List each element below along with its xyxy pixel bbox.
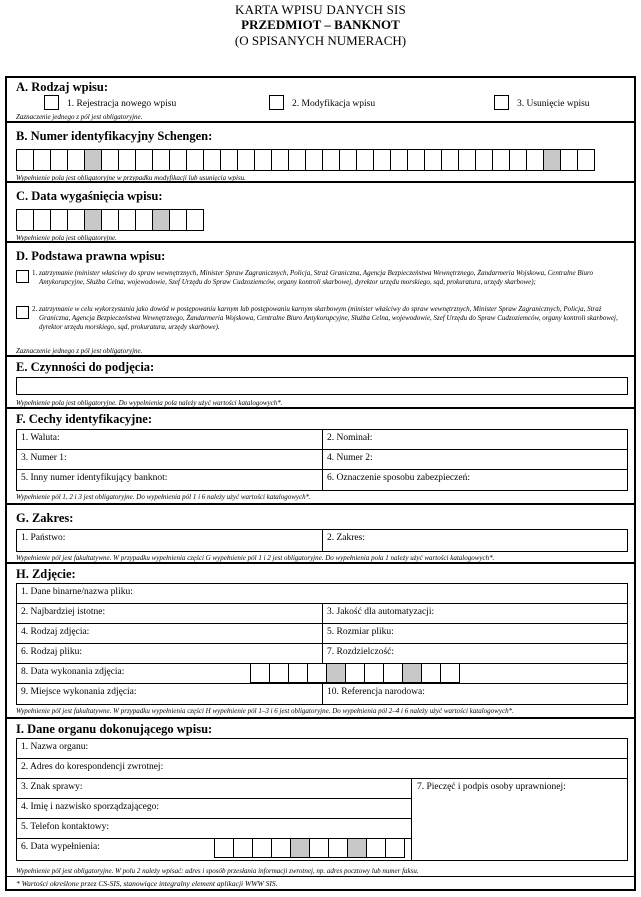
checkbox-delete-entry[interactable] [494,95,509,110]
expiry-date-grid[interactable] [16,209,203,231]
digit-cell[interactable] [254,149,272,171]
section-g-note: Wypełnienie pól jest fakultatywne. W przypadku wypełnienia części G wypełnienie pól 1 i 2 jest obligatoryjne. Do wypełnienia pola 1 należy użyć wartości katalogowych*. [16,554,495,562]
issuer-lower-block [17,779,627,860]
digit-cell[interactable] [84,209,102,231]
digit-cell[interactable] [186,149,204,171]
issuer-table [16,738,628,861]
other-id-number-field[interactable]: 5. Inny numer identyfikujący banknot: [21,473,168,483]
checkbox-legal-basis-1[interactable] [16,270,29,283]
section-g [7,505,634,564]
automation-quality-field[interactable]: 3. Jakość dla automatyzacji: [322,604,627,623]
section-b-note: Wypełnienie pola jest obligatoryjne w przypadku modyfikacji lub usunięcia wpisu. [16,174,246,182]
resolution-field[interactable]: 7. Rozdzielczość: [322,644,627,663]
photo-date-label: 8. Data wykonania zdjęcia: [21,667,125,677]
actions-field[interactable] [16,377,628,395]
digit-cell[interactable] [84,149,102,171]
table-row [17,644,627,664]
digit-cell[interactable] [407,149,425,171]
section-i [7,719,634,889]
digit-cell[interactable] [186,209,204,231]
digit-cell[interactable] [118,209,136,231]
digit-cell[interactable] [33,149,51,171]
digit-cell[interactable] [356,149,374,171]
checkbox-new-entry[interactable] [44,95,59,110]
digit-cell[interactable] [475,149,493,171]
digit-cell[interactable] [67,209,85,231]
digit-cell[interactable] [307,663,327,683]
table-row [17,530,627,551]
table-row [17,604,627,624]
binary-data-field[interactable]: 1. Dane binarne/nazwa pliku: [21,587,133,597]
digit-cell[interactable] [50,149,68,171]
digit-cell[interactable] [492,149,510,171]
legal-basis-2-text: zatrzymanie w celu wykorzystania jako dowód w postępowaniu karnym lub postępowaniu karnym skarbowym (minister właściwy do spraw wewnętrznych, Minister Spraw Zagranicznych, Policja, Straż Graniczna, Agencja Bezpieczeństwa Wewnętrznego, Żandarmeria Wojskowa, Centralne Biuro Antykorupcyjne, Służba Celna, wojewodowie, Szef Urzędu do Spraw Cudzoziemców, organy kontroli skarbowej, dyrektor urzędu morskiego, sąd, prokuratura, urzędy skarbowe). [39,305,618,331]
digit-cell[interactable] [288,149,306,171]
number1-field[interactable]: 3. Numer 1: [21,453,67,463]
return-address-field[interactable]: 2. Adres do korespondencji zwrotnej: [21,762,164,772]
digit-cell[interactable] [366,838,386,858]
digit-cell[interactable] [385,838,405,858]
contact-phone-field[interactable]: 5. Telefon kontaktowy: [21,822,110,832]
digit-cell[interactable] [326,663,346,683]
table-row [17,624,627,644]
digit-cell[interactable] [288,663,308,683]
digit-cell[interactable] [16,209,34,231]
legal-basis-1-number: 1. [32,269,38,277]
section-f [7,409,634,505]
digit-cell[interactable] [33,209,51,231]
digit-cell[interactable] [309,838,329,858]
photo-date-grid[interactable] [250,663,459,683]
section-a-title: A. Rodzaj wpisu: [16,80,109,94]
section-h-note: Wypełnienie pól jest fakultatywne. W przypadku wypełnienia części H wypełnienie pól 1–3 i 6 jest obligatoryjne. Do wypełnienia pól 2–4 i 6 należy użyć wartości katalogowych*. [16,707,514,715]
digit-cell[interactable] [250,663,270,683]
section-b-title: B. Numer identyfikacyjny Schengen: [16,129,213,143]
section-h-title: H. Zdjęcie: [16,567,76,581]
most-relevant-field[interactable]: 2. Najbardziej istotne: [21,607,106,617]
section-d-note: Zaznaczenie jednego z pól jest obligatoryjne. [16,347,143,355]
digit-cell[interactable] [169,209,187,231]
table-row [17,470,627,490]
digit-cell[interactable] [328,838,348,858]
digit-cell[interactable] [169,149,187,171]
legal-basis-1-text: zatrzymanie (minister właściwy do spraw wewnętrznych, Minister Spraw Zagranicznych, Policja, Straż Graniczna, Agencja Bezpieczeństwa Wewnętrznego, Żandarmeria Wojskowa, Centralne Biuro Antykorupcyjne, Służba Celna, wojewodowie, Szef Urzędu do Spraw Cudzoziemców, organy kontroli skarbowej, dyrektor urzędu morskiego, sąd, prokuratura, urzędy skarbowe); [39,269,594,286]
scope-field[interactable]: 2. Zakres: [322,530,627,551]
digit-cell[interactable] [135,149,153,171]
form-body [5,76,636,891]
digit-cell[interactable] [101,209,119,231]
checkbox-legal-basis-2[interactable] [16,306,29,319]
section-c-note: Wypełnienie pola jest obligatoryjne. [16,234,117,242]
footnote: * Wartości określone przez CS-SIS, stanowiące integralny element aplikacji WWW SIS. [16,879,278,888]
fill-date-field[interactable] [17,839,411,860]
digit-cell[interactable] [252,838,272,858]
form-header-line2: PRZEDMIOT – BANKNOT [241,17,400,32]
section-h [7,564,634,719]
digit-cell[interactable] [322,149,340,171]
table-row [17,779,411,799]
digit-cell[interactable] [67,149,85,171]
digit-cell[interactable] [50,209,68,231]
issuer-left-column [17,779,412,860]
digit-cell[interactable] [237,149,255,171]
currency-field[interactable]: 1. Waluta: [21,433,60,443]
security-marking-field[interactable]: 6. Oznaczenie sposobu zabezpieczeń: [322,470,627,490]
photo-date-field[interactable] [17,664,627,683]
photo-table [16,583,628,705]
schengen-id-grid[interactable] [16,149,594,171]
fill-date-grid[interactable] [214,838,404,858]
section-a-note: Zaznaczenie jednego z pól jest obligatoryjne. [16,113,143,121]
table-row [17,759,627,779]
digit-cell[interactable] [214,838,234,858]
number2-field[interactable]: 4. Numer 2: [322,450,627,469]
section-e-note: Wypełnienie pola jest obligatoryjne. Do wypełnienia pola należy użyć wartości katalogowych*. [16,399,283,407]
table-row [17,684,627,704]
digit-cell[interactable] [560,149,578,171]
authority-name-field[interactable]: 1. Nazwa organu: [21,742,89,752]
section-e-title: E. Czynności do podjęcia: [16,360,155,374]
table-row [17,450,627,470]
digit-cell[interactable] [203,149,221,171]
case-reference-field[interactable]: 3. Znak sprawy: [21,782,83,792]
table-row [17,819,411,839]
checkbox-modify-entry[interactable] [269,95,284,110]
label-new-entry: 1. Rejestracja nowego wpisu [67,99,177,109]
author-name-field[interactable]: 4. Imię i nazwisko sporządzającego: [21,802,159,812]
legal-basis-2-number: 2. [32,305,38,313]
digit-cell[interactable] [118,149,136,171]
section-i-title: I. Dane organu dokonującego wpisu: [16,722,213,736]
country-field[interactable]: 1. Państwo: [21,533,66,543]
digit-cell[interactable] [421,663,441,683]
table-row [17,799,411,819]
digit-cell[interactable] [101,149,119,171]
table-row [17,839,411,860]
digit-cell[interactable] [152,149,170,171]
label-delete-entry: 3. Usunięcie wpisu [517,99,590,109]
digit-cell[interactable] [441,149,459,171]
digit-cell[interactable] [347,838,367,858]
identification-table [16,429,628,491]
section-e [7,357,634,409]
national-reference-field[interactable]: 10. Referencja narodowa: [322,684,627,704]
digit-cell[interactable] [271,838,291,858]
digit-cell[interactable] [509,149,527,171]
file-size-field[interactable]: 5. Rozmiar pliku: [322,624,627,643]
digit-cell[interactable] [543,149,561,171]
section-a [7,78,634,123]
form-header-line3: (O SPISANYCH NUMERACH) [234,33,407,48]
digit-cell[interactable] [233,838,253,858]
digit-cell[interactable] [271,149,289,171]
digit-cell[interactable] [390,149,408,171]
table-row [17,739,627,759]
section-c-title: C. Data wygaśnięcia wpisu: [16,189,163,203]
digit-cell[interactable] [440,663,460,683]
digit-cell[interactable] [458,149,476,171]
digit-cell[interactable] [16,149,34,171]
file-type-field[interactable]: 6. Rodzaj pliku: [21,647,82,657]
section-g-title: G. Zakres: [16,511,74,525]
digit-cell[interactable] [364,663,384,683]
table-row [17,430,627,450]
section-f-note: Wypełnienie pól 1, 2 i 3 jest obligatoryjne. Do wypełnienia pól 1 i 6 należy użyć wartości katalogowych*. [16,493,311,501]
digit-cell[interactable] [526,149,544,171]
digit-cell[interactable] [424,149,442,171]
digit-cell[interactable] [220,149,238,171]
section-f-title: F. Cechy identyfikacyjne: [16,412,152,426]
table-row [17,664,627,684]
table-row [17,584,627,604]
digit-cell[interactable] [152,209,170,231]
section-c [7,183,634,243]
photo-place-field[interactable]: 9. Miejsce wykonania zdjęcia: [21,687,137,697]
fill-date-label: 6. Data wypełnienia: [21,842,100,852]
form-header-line1: KARTA WPISU DANYCH SIS [234,2,406,17]
digit-cell[interactable] [577,149,595,171]
digit-cell[interactable] [269,663,289,683]
digit-cell[interactable] [345,663,365,683]
section-d-title: D. Podstawa prawna wpisu: [16,249,166,263]
digit-cell[interactable] [305,149,323,171]
denomination-field[interactable]: 2. Nominał: [322,430,627,449]
digit-cell[interactable] [135,209,153,231]
digit-cell[interactable] [373,149,391,171]
photo-type-field[interactable]: 4. Rodzaj zdjęcia: [21,627,90,637]
digit-cell[interactable] [383,663,403,683]
footnote-divider [7,876,634,877]
digit-cell[interactable] [402,663,422,683]
digit-cell[interactable] [339,149,357,171]
stamp-signature-field[interactable]: 7. Pieczęć i podpis osoby uprawnionej: [417,782,566,792]
section-b [7,123,634,183]
digit-cell[interactable] [290,838,310,858]
section-d [7,243,634,357]
label-modify-entry: 2. Modyfikacja wpisu [292,99,376,109]
section-i-note: Wypełnienie pól jest obligatoryjne. W polu 2 należy wpisać: adres i sposób przesłania informacji zwrotnej, np. adres pocztowy lub numer faksu. [16,867,419,875]
scope-table [16,529,628,552]
